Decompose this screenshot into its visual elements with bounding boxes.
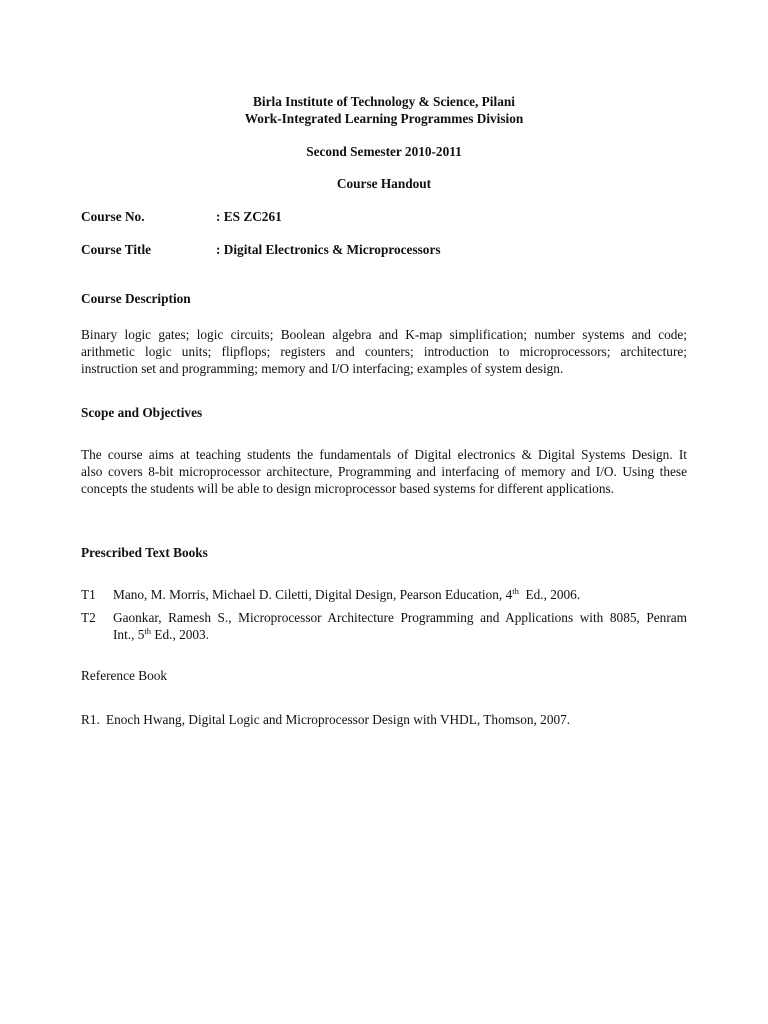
description-line: instruction set and programming; memory and I/O interfacing; examples of system design. <box>81 361 564 376</box>
course-no-value: : ES ZC261 <box>216 209 282 224</box>
scope-objectives-paragraph <box>81 446 687 497</box>
textbook-entry <box>113 586 687 603</box>
scope-objectives-heading: Scope and Objectives <box>81 405 203 420</box>
textbook-text: Gaonkar, Ramesh S., Microprocessor Architecture Programming and Applications with 8085, Penram <box>113 610 687 625</box>
textbook-text: Int., 5 <box>113 627 145 642</box>
division-name: Work-Integrated Learning Programmes Division <box>244 111 524 126</box>
course-description-heading: Course Description <box>81 291 191 306</box>
textbooks-heading: Prescribed Text Books <box>81 545 208 560</box>
reference-heading: Reference Book <box>81 668 168 683</box>
textbook-superscript: th <box>512 586 519 596</box>
document-type-title: Course Handout <box>336 176 432 191</box>
course-title-value: : Digital Electronics & Microprocessors <box>216 242 441 257</box>
scope-line: The course aims at teaching students the fundamentals of Digital electronics & Digital Systems Design. It <box>81 447 687 462</box>
description-line: Binary logic gates; logic circuits; Boolean algebra and K-map simplification; number systems and code; <box>81 327 687 342</box>
textbook-id: T1 <box>81 587 96 602</box>
course-title-label: Course Title <box>81 242 152 257</box>
textbook-text: Mano, M. Morris, Michael D. Ciletti, Digital Design, Pearson Education, 4 <box>113 587 513 602</box>
course-description-paragraph <box>81 326 687 377</box>
course-no-label: Course No. <box>81 209 145 224</box>
textbook-id: T2 <box>81 610 96 625</box>
scope-line: concepts the students will be able to design microprocessor based systems for different applications. <box>81 481 614 496</box>
description-line: arithmetic logic units; flipflops; registers and counters; introduction to microprocessors; architecture; <box>81 344 687 359</box>
reference-entry: Enoch Hwang, Digital Logic and Microprocessor Design with VHDL, Thomson, 2007. <box>106 712 571 727</box>
textbook-text: Ed., 2003. <box>151 627 210 642</box>
reference-id: R1. <box>81 712 100 727</box>
scope-line: also covers 8-bit microprocessor architecture, Programming and interfacing of memory and I/O. Using these <box>81 464 687 479</box>
textbook-text: Ed., 2006. <box>518 587 581 602</box>
textbook-superscript: th <box>144 626 152 636</box>
semester-title: Second Semester 2010-2011 <box>306 144 462 159</box>
textbook-entry <box>113 609 687 643</box>
institute-name: Birla Institute of Technology & Science, Pilani <box>253 94 515 109</box>
